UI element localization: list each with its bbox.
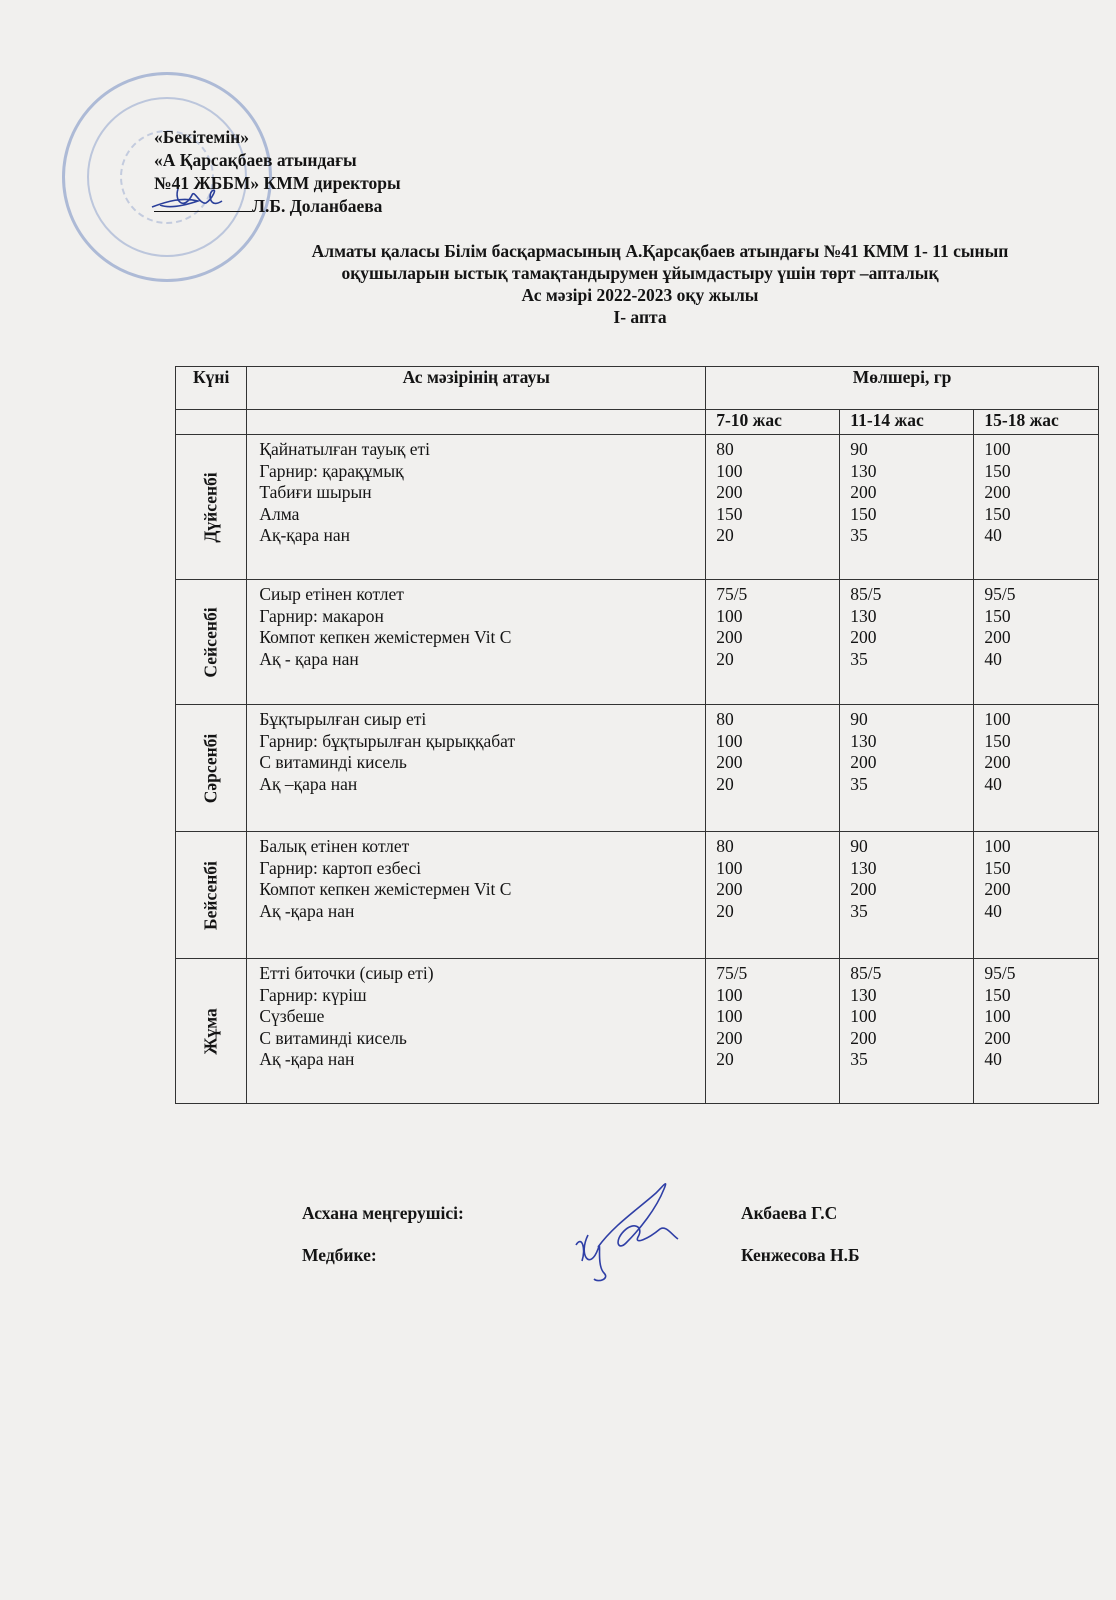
amount-value: 150 — [984, 730, 1011, 751]
amount-value: 95/5 — [984, 963, 1016, 983]
amount-value: 35 — [850, 525, 868, 545]
amount-value: 90 — [850, 836, 868, 856]
staff-signature-icon — [568, 1175, 688, 1285]
amount-value: 100 — [984, 1006, 1011, 1026]
amount-value: 200 — [716, 879, 743, 899]
amount-value: 200 — [850, 1027, 877, 1048]
subheader-age-7-10: 7-10 жас — [706, 410, 840, 435]
amount-11-14-cell — [840, 580, 974, 705]
header-day: Күні — [176, 367, 247, 410]
day-cell — [176, 832, 247, 959]
title-line-4: І- апта — [613, 307, 667, 327]
amount-value: 85/5 — [850, 584, 882, 604]
amount-value: 200 — [716, 627, 743, 647]
title-line-1: Алматы қаласы Білім басқармасының А.Қарсақбаев атындағы №41 КММ 1- 11 сынып — [311, 241, 1009, 261]
amount-value: 100 — [716, 1006, 743, 1026]
dish-line: Компот кепкен жемістермен Vit C — [259, 879, 512, 899]
amount-value: 20 — [716, 773, 734, 794]
dish-line: Ақ -қара нан — [259, 900, 355, 921]
subheader-empty-day — [176, 410, 247, 435]
amount-value: 35 — [850, 900, 868, 921]
subheader-age-15-18: 15-18 жас — [974, 410, 1099, 435]
dish-line: Бұқтырылған сиыр еті — [259, 709, 427, 729]
dish-line: Гарнир: макарон — [259, 605, 384, 626]
day-label: Бейсенбі — [200, 860, 221, 930]
approval-line-1: «Бекітемін» — [154, 127, 250, 147]
amount-15-18-cell — [974, 435, 1099, 580]
header-menu: Ас мәзірінің атауы — [247, 367, 706, 410]
amount-value: 150 — [984, 605, 1011, 626]
amount-value: 200 — [716, 1027, 743, 1048]
table-header-row — [176, 367, 1099, 410]
amount-15-18-cell — [974, 832, 1099, 959]
amount-7-10-cell — [706, 435, 840, 580]
header-amount: Мөлшері, гр — [706, 367, 1099, 410]
amount-value: 75/5 — [716, 963, 748, 983]
cook-name: Акбаева Г.С — [741, 1203, 838, 1223]
amount-7-10-cell — [706, 705, 840, 832]
dish-line: Табиғи шырын — [259, 482, 372, 502]
amount-value: 200 — [850, 627, 877, 647]
dish-cell — [247, 832, 706, 959]
title-line-3: Ас мәзірі 2022-2023 оқу жылы — [521, 285, 759, 305]
approval-block — [154, 126, 401, 218]
approval-director-line — [154, 195, 401, 218]
amount-11-14-cell — [840, 959, 974, 1104]
dish-line: Сиыр етінен котлет — [259, 584, 404, 604]
day-label: Жұма — [200, 1007, 221, 1055]
amount-value: 100 — [984, 836, 1011, 856]
amount-value: 100 — [984, 439, 1011, 459]
amount-value: 130 — [850, 857, 877, 878]
day-label: Сәрсенбі — [200, 733, 221, 803]
dish-line: Гарнир: күріш — [259, 984, 367, 1005]
amount-value: 150 — [984, 857, 1011, 878]
table-row — [176, 959, 1099, 1104]
amount-value: 200 — [984, 1027, 1011, 1048]
amount-value: 150 — [850, 503, 877, 524]
amount-value: 130 — [850, 984, 877, 1005]
amount-value: 200 — [850, 482, 877, 502]
dish-line: Гарнир: қарақұмық — [259, 460, 404, 481]
amount-value: 35 — [850, 1049, 868, 1069]
table-row — [176, 705, 1099, 832]
amount-value: 100 — [716, 984, 743, 1005]
amount-value: 200 — [850, 752, 877, 772]
amount-value: 200 — [850, 879, 877, 899]
dish-line: Ақ - қара нан — [259, 648, 359, 669]
amount-11-14-cell — [840, 435, 974, 580]
amount-value: 200 — [716, 482, 743, 502]
amount-value: 150 — [984, 460, 1011, 481]
amount-value: 80 — [716, 836, 734, 856]
table-row — [176, 832, 1099, 959]
amount-value: 100 — [850, 1006, 877, 1026]
dish-line: Алма — [259, 503, 300, 524]
amount-7-10-cell — [706, 959, 840, 1104]
day-label: Дүйсенбі — [200, 471, 221, 543]
amount-value: 90 — [850, 439, 868, 459]
day-cell — [176, 435, 247, 580]
dish-cell — [247, 435, 706, 580]
dish-line: Ақ -қара нан — [259, 1049, 355, 1069]
amount-value: 20 — [716, 900, 734, 921]
menu-table — [175, 366, 1099, 1104]
dish-cell — [247, 705, 706, 832]
amount-value: 100 — [716, 857, 743, 878]
day-cell — [176, 959, 247, 1104]
dish-line: С витаминді кисель — [259, 1027, 407, 1048]
amount-value: 130 — [850, 460, 877, 481]
day-label: Сейсенбі — [200, 606, 221, 678]
amount-value: 80 — [716, 709, 734, 729]
dish-line: Сүзбеше — [259, 1006, 325, 1026]
amount-value: 20 — [716, 525, 734, 545]
nurse-label: Медбике: — [302, 1245, 377, 1265]
dish-cell — [247, 959, 706, 1104]
dish-line: Гарнир: картоп езбесі — [259, 857, 422, 878]
table-subheader-row — [176, 410, 1099, 435]
amount-7-10-cell — [706, 832, 840, 959]
dish-line: Гарнир: бұқтырылған қырыққабат — [259, 730, 516, 751]
amount-value: 80 — [716, 439, 734, 459]
dish-line: Қайнатылған тауық еті — [259, 439, 431, 459]
dish-cell — [247, 580, 706, 705]
amount-7-10-cell — [706, 580, 840, 705]
amount-value: 100 — [716, 605, 743, 626]
table-body — [176, 435, 1099, 1104]
title-line-2: оқушыларын ыстық тамақтандырумен ұйымдастыру үшін төрт –апталық — [341, 263, 939, 283]
amount-value: 150 — [984, 984, 1011, 1005]
nurse-name: Кенжесова Н.Б — [741, 1245, 860, 1265]
day-cell — [176, 705, 247, 832]
amount-value: 40 — [984, 1049, 1002, 1069]
amount-value: 200 — [984, 752, 1011, 772]
amount-value: 130 — [850, 730, 877, 751]
document-title — [190, 240, 1090, 328]
amount-value: 130 — [850, 605, 877, 626]
director-signature-icon — [148, 181, 238, 215]
dish-line: Ақ –қара нан — [259, 773, 358, 794]
subheader-empty-menu — [247, 410, 706, 435]
table-row — [176, 435, 1099, 580]
amount-value: 100 — [716, 730, 743, 751]
amount-value: 150 — [984, 503, 1011, 524]
amount-value: 100 — [716, 460, 743, 481]
amount-value: 90 — [850, 709, 868, 729]
amount-value: 40 — [984, 900, 1002, 921]
amount-value: 35 — [850, 648, 868, 669]
signature-line — [154, 195, 252, 212]
amount-value: 95/5 — [984, 584, 1016, 604]
amount-15-18-cell — [974, 959, 1099, 1104]
amount-11-14-cell — [840, 705, 974, 832]
amount-value: 20 — [716, 648, 734, 669]
amount-15-18-cell — [974, 705, 1099, 832]
amount-value: 85/5 — [850, 963, 882, 983]
subheader-age-11-14: 11-14 жас — [840, 410, 974, 435]
amount-value: 100 — [984, 709, 1011, 729]
dish-line: Балық етінен котлет — [259, 836, 410, 856]
approval-line-3: №41 ЖББМ» КММ директоры — [154, 173, 401, 193]
director-name: Л.Б. Доланбаева — [252, 196, 383, 216]
amount-value: 40 — [984, 648, 1002, 669]
amount-value: 35 — [850, 773, 868, 794]
dish-line: С витаминді кисель — [259, 752, 407, 772]
amount-value: 75/5 — [716, 584, 748, 604]
dish-line: Ақ-қара нан — [259, 525, 350, 545]
day-cell — [176, 580, 247, 705]
cook-label: Асхана меңгерушісі: — [302, 1203, 464, 1223]
dish-line: Етті биточки (сиыр еті) — [259, 963, 434, 983]
table-row — [176, 580, 1099, 705]
amount-value: 200 — [984, 879, 1011, 899]
dish-line: Компот кепкен жемістермен Vit C — [259, 627, 512, 647]
amount-11-14-cell — [840, 832, 974, 959]
amount-value: 200 — [984, 627, 1011, 647]
amount-value: 200 — [984, 482, 1011, 502]
amount-value: 40 — [984, 525, 1002, 545]
amount-value: 150 — [716, 503, 743, 524]
amount-value: 40 — [984, 773, 1002, 794]
amount-15-18-cell — [974, 580, 1099, 705]
approval-line-2: «А Қарсақбаев атындағы — [154, 150, 357, 170]
amount-value: 200 — [716, 752, 743, 772]
amount-value: 20 — [716, 1049, 734, 1069]
